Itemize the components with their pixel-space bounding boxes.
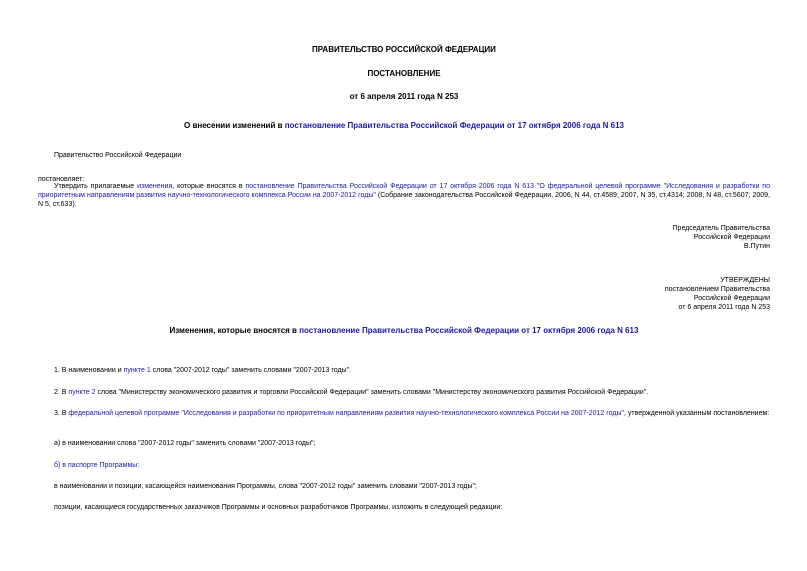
- item-a: а) в наименовании слова "2007-2012 годы" заменить словами "2007-2013 годы";: [54, 440, 316, 447]
- preamble-government: Правительство Российской Федерации: [54, 152, 182, 159]
- program-passport-link[interactable]: паспорте Программы: [67, 462, 138, 469]
- item-c: в наименовании и позиции, касающейся наименования Программы, слова "2007-2012 годы" заменить словами "2007-2013 годы";: [54, 483, 477, 490]
- item-2-link[interactable]: пункте 2: [68, 389, 96, 396]
- item-2-text-b: слова "Министерству экономического развития и торговли Российской Федерации" заменить словами "Министерству экономического развития Российской Федерации".: [95, 389, 649, 396]
- item-3: [38, 409, 770, 418]
- preamble-paragraph: [38, 182, 770, 209]
- changes-link[interactable]: изменения: [137, 183, 173, 190]
- item-2: [54, 388, 648, 397]
- preamble-text-1: Утвердить прилагаемые: [54, 183, 138, 190]
- approved-line-3: Российской Федерации: [693, 295, 770, 303]
- item-b-text-b: :: [137, 462, 140, 469]
- date-number-heading: от 6 апреля 2011 года N 253: [349, 92, 459, 101]
- item-2-text-a: 2. В: [54, 389, 69, 396]
- preamble-text-3: (Собрание законодательства Российской Федерации, 2006, N 44, ст.4589; 2007, N 35, ст.4314; 2008, N 48, ст.5607; 2009, N 5, ст.633).: [38, 192, 770, 209]
- approved-block: [510, 276, 770, 312]
- item-1-text-b: слова "2007-2012 годы" заменить словами "2007-2013 годы".: [150, 367, 352, 374]
- approved-line-4: от 6 апреля 2011 года N 253: [678, 304, 770, 312]
- signature-block: [510, 224, 770, 251]
- item-b: [54, 461, 139, 470]
- item-1: [54, 366, 351, 375]
- document-title: [38, 121, 770, 131]
- changes-title: [38, 326, 770, 336]
- signature-line-3: В.Путин: [743, 243, 770, 251]
- item-3-text-b: , утвержденной указанным постановлением:: [624, 410, 770, 417]
- title-prefix: О внесении изменений в: [184, 121, 285, 130]
- approved-line-2: постановлением Правительства: [664, 286, 770, 294]
- item-3-text-a: 3. В: [54, 410, 69, 417]
- signature-line-2: Российской Федерации: [693, 234, 770, 242]
- changes-title-link[interactable]: постановление Правительства Российской Федерации от 17 октября 2006 года N 613: [299, 326, 639, 335]
- program-link[interactable]: федеральной целевой программе "Исследования и разработки по приоритетным направлениям развития научно-технологического комплекса России на 2007-2012 годы": [68, 410, 624, 417]
- item-b-text-a: б) в: [54, 462, 68, 469]
- preamble-resolves: постановляет:: [38, 176, 85, 183]
- government-heading: ПРАВИТЕЛЬСТВО РОССИЙСКОЙ ФЕДЕРАЦИИ: [312, 45, 496, 54]
- changes-title-prefix: Изменения, которые вносятся в: [169, 326, 300, 335]
- item-d: позиции, касающиеся государственных заказчиков Программы и основных разработчиков Программы, изложить в следующей редакции:: [54, 504, 503, 511]
- preamble-text-2: , которые вносятся в: [172, 183, 246, 190]
- signature-line-1: Председатель Правительства: [672, 225, 770, 232]
- resolution-613-link[interactable]: постановление Правительства Российской Федерации от 17 октября 2006 года N 613 "О федеральной целевой программе "Исследования и разработки по приоритетным направлениям развития научно-технологического комплекса России на 2007-2012 годы": [38, 183, 770, 200]
- approved-line-1: УТВЕРЖДЕНЫ: [720, 277, 770, 284]
- title-link[interactable]: постановление Правительства Российской Федерации от 17 октября 2006 года N 613: [284, 121, 624, 130]
- item-1-link[interactable]: пункте 1: [123, 367, 151, 374]
- document-type-heading: ПОСТАНОВЛЕНИЕ: [367, 69, 441, 78]
- item-1-text-a: 1. В наименовании и: [54, 367, 124, 374]
